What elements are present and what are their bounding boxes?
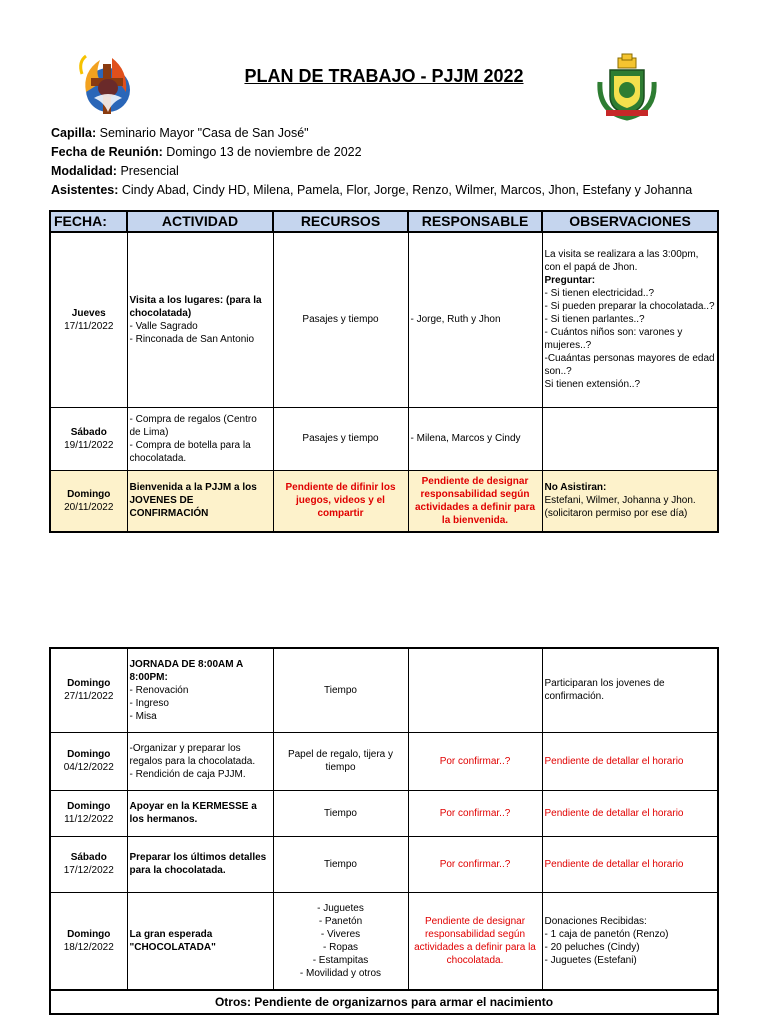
responsible-cell: Por confirmar..? — [408, 790, 542, 836]
info-capilla: Capilla: Seminario Mayor "Casa de San José" — [51, 126, 309, 140]
activity-cell: Visita a los lugares: (para la chocolatada) - Valle Sagrado - Rinconada de San Antonio — [127, 232, 273, 407]
activity-cell: Preparar los últimos detalles para la chocolatada. — [127, 836, 273, 892]
table-row — [50, 836, 718, 892]
resources-cell: Tiempo — [273, 836, 408, 892]
observations-cell: No Asistiran: Estefani, Wilmer, Johanna y Jhon. (solicitaron permiso por ese día) — [542, 470, 718, 532]
table-row — [50, 232, 718, 407]
table-header-row — [50, 211, 718, 232]
table-row — [50, 892, 718, 990]
activity-cell: -Organizar y preparar los regalos para la chocolatada. - Rendición de caja PJJM. — [127, 732, 273, 790]
resources-cell: Papel de regalo, tijera y tiempo — [273, 732, 408, 790]
footer-note: Otros: Pendiente de organizarnos para armar el nacimiento — [50, 990, 718, 1014]
header-actividad: ACTIVIDAD — [127, 211, 273, 232]
header-responsable: RESPONSABLE — [408, 211, 542, 232]
cross-dove-logo — [72, 52, 142, 122]
observations-cell: Pendiente de detallar el horario — [542, 790, 718, 836]
date-cell: Sábado 19/11/2022 — [50, 407, 127, 470]
observations-cell: Participaran los jovenes de confirmación. — [542, 648, 718, 732]
activity-cell: Apoyar en la KERMESSE a los hermanos. — [127, 790, 273, 836]
info-asistentes: Asistentes: Cindy Abad, Cindy HD, Milena, Pamela, Flor, Jorge, Renzo, Wilmer, Marcos, Jhon, Estefany y Johanna — [51, 183, 693, 197]
table-row — [50, 790, 718, 836]
activity-cell: JORNADA DE 8:00AM A 8:00PM: - Renovación - Ingreso - Misa — [127, 648, 273, 732]
header-fecha: FECHA: — [50, 211, 127, 232]
date-cell: Domingo 11/12/2022 — [50, 790, 127, 836]
resources-cell: - Juguetes - Panetón - Viveres - Ropas - Estampitas - Movilidad y otros — [273, 892, 408, 990]
responsible-cell: - Milena, Marcos y Cindy — [408, 407, 542, 470]
header-recursos: RECURSOS — [273, 211, 408, 232]
resources-cell: Pasajes y tiempo — [273, 407, 408, 470]
observations-cell: Pendiente de detallar el horario — [542, 732, 718, 790]
responsible-cell: Por confirmar..? — [408, 732, 542, 790]
activity-cell: - Compra de regalos (Centro de Lima) - Compra de botella para la chocolatada. — [127, 407, 273, 470]
header-observaciones: OBSERVACIONES — [542, 211, 718, 232]
resources-cell: Pasajes y tiempo — [273, 232, 408, 407]
responsible-cell: Pendiente de designar responsabilidad según actividades a definir para la bienvenida. — [408, 470, 542, 532]
date-cell: Sábado 17/12/2022 — [50, 836, 127, 892]
activity-cell: La gran esperada "CHOCOLATADA" — [127, 892, 273, 990]
info-fecha: Fecha de Reunión: Domingo 13 de noviembre de 2022 — [51, 145, 362, 159]
observations-cell: Donaciones Recibidas: - 1 caja de panetón (Renzo) - 20 peluches (Cindy) - Juguetes (Estefani) — [542, 892, 718, 990]
responsible-cell: Pendiente de designar responsabilidad según actividades a definir para la chocolatada. — [408, 892, 542, 990]
date-cell: Domingo 20/11/2022 — [50, 470, 127, 532]
table-row — [50, 407, 718, 470]
table-row — [50, 648, 718, 732]
plan-table-1 — [49, 210, 719, 533]
page-title: PLAN DE TRABAJO - PJJM 2022 — [244, 66, 524, 86]
observations-cell: Pendiente de detallar el horario — [542, 836, 718, 892]
date-cell: Domingo 27/11/2022 — [50, 648, 127, 732]
plan-table-2 — [49, 647, 719, 1015]
activity-cell: Bienvenida a la PJJM a los JOVENES DE CONFIRMACIÓN — [127, 470, 273, 532]
table-row — [50, 732, 718, 790]
observations-cell: La visita se realizara a las 3:00pm, con el papá de Jhon. Preguntar: - Si tienen electricidad..? - Si pueden preparar la chocolatada..? - Si tienen parlantes..? - Cuántos niños son: varones y mujeres..? -Cuaántas personas mayores de edad son..? Si tienen extensión..? — [542, 232, 718, 407]
date-cell: Jueves 17/11/2022 — [50, 232, 127, 407]
resources-cell: Tiempo — [273, 648, 408, 732]
responsible-cell: - Jorge, Ruth y Jhon — [408, 232, 542, 407]
date-cell: Domingo 18/12/2022 — [50, 892, 127, 990]
resources-cell: Tiempo — [273, 790, 408, 836]
resources-cell: Pendiente de difinir los juegos, videos y el compartir — [273, 470, 408, 532]
date-cell: Domingo 04/12/2022 — [50, 732, 127, 790]
coat-of-arms-logo — [592, 52, 662, 122]
observations-cell — [542, 407, 718, 470]
responsible-cell — [408, 648, 542, 732]
info-modalidad: Modalidad: Presencial — [51, 164, 179, 178]
table-footer-row — [50, 990, 718, 1014]
table-row — [50, 470, 718, 532]
responsible-cell: Por confirmar..? — [408, 836, 542, 892]
